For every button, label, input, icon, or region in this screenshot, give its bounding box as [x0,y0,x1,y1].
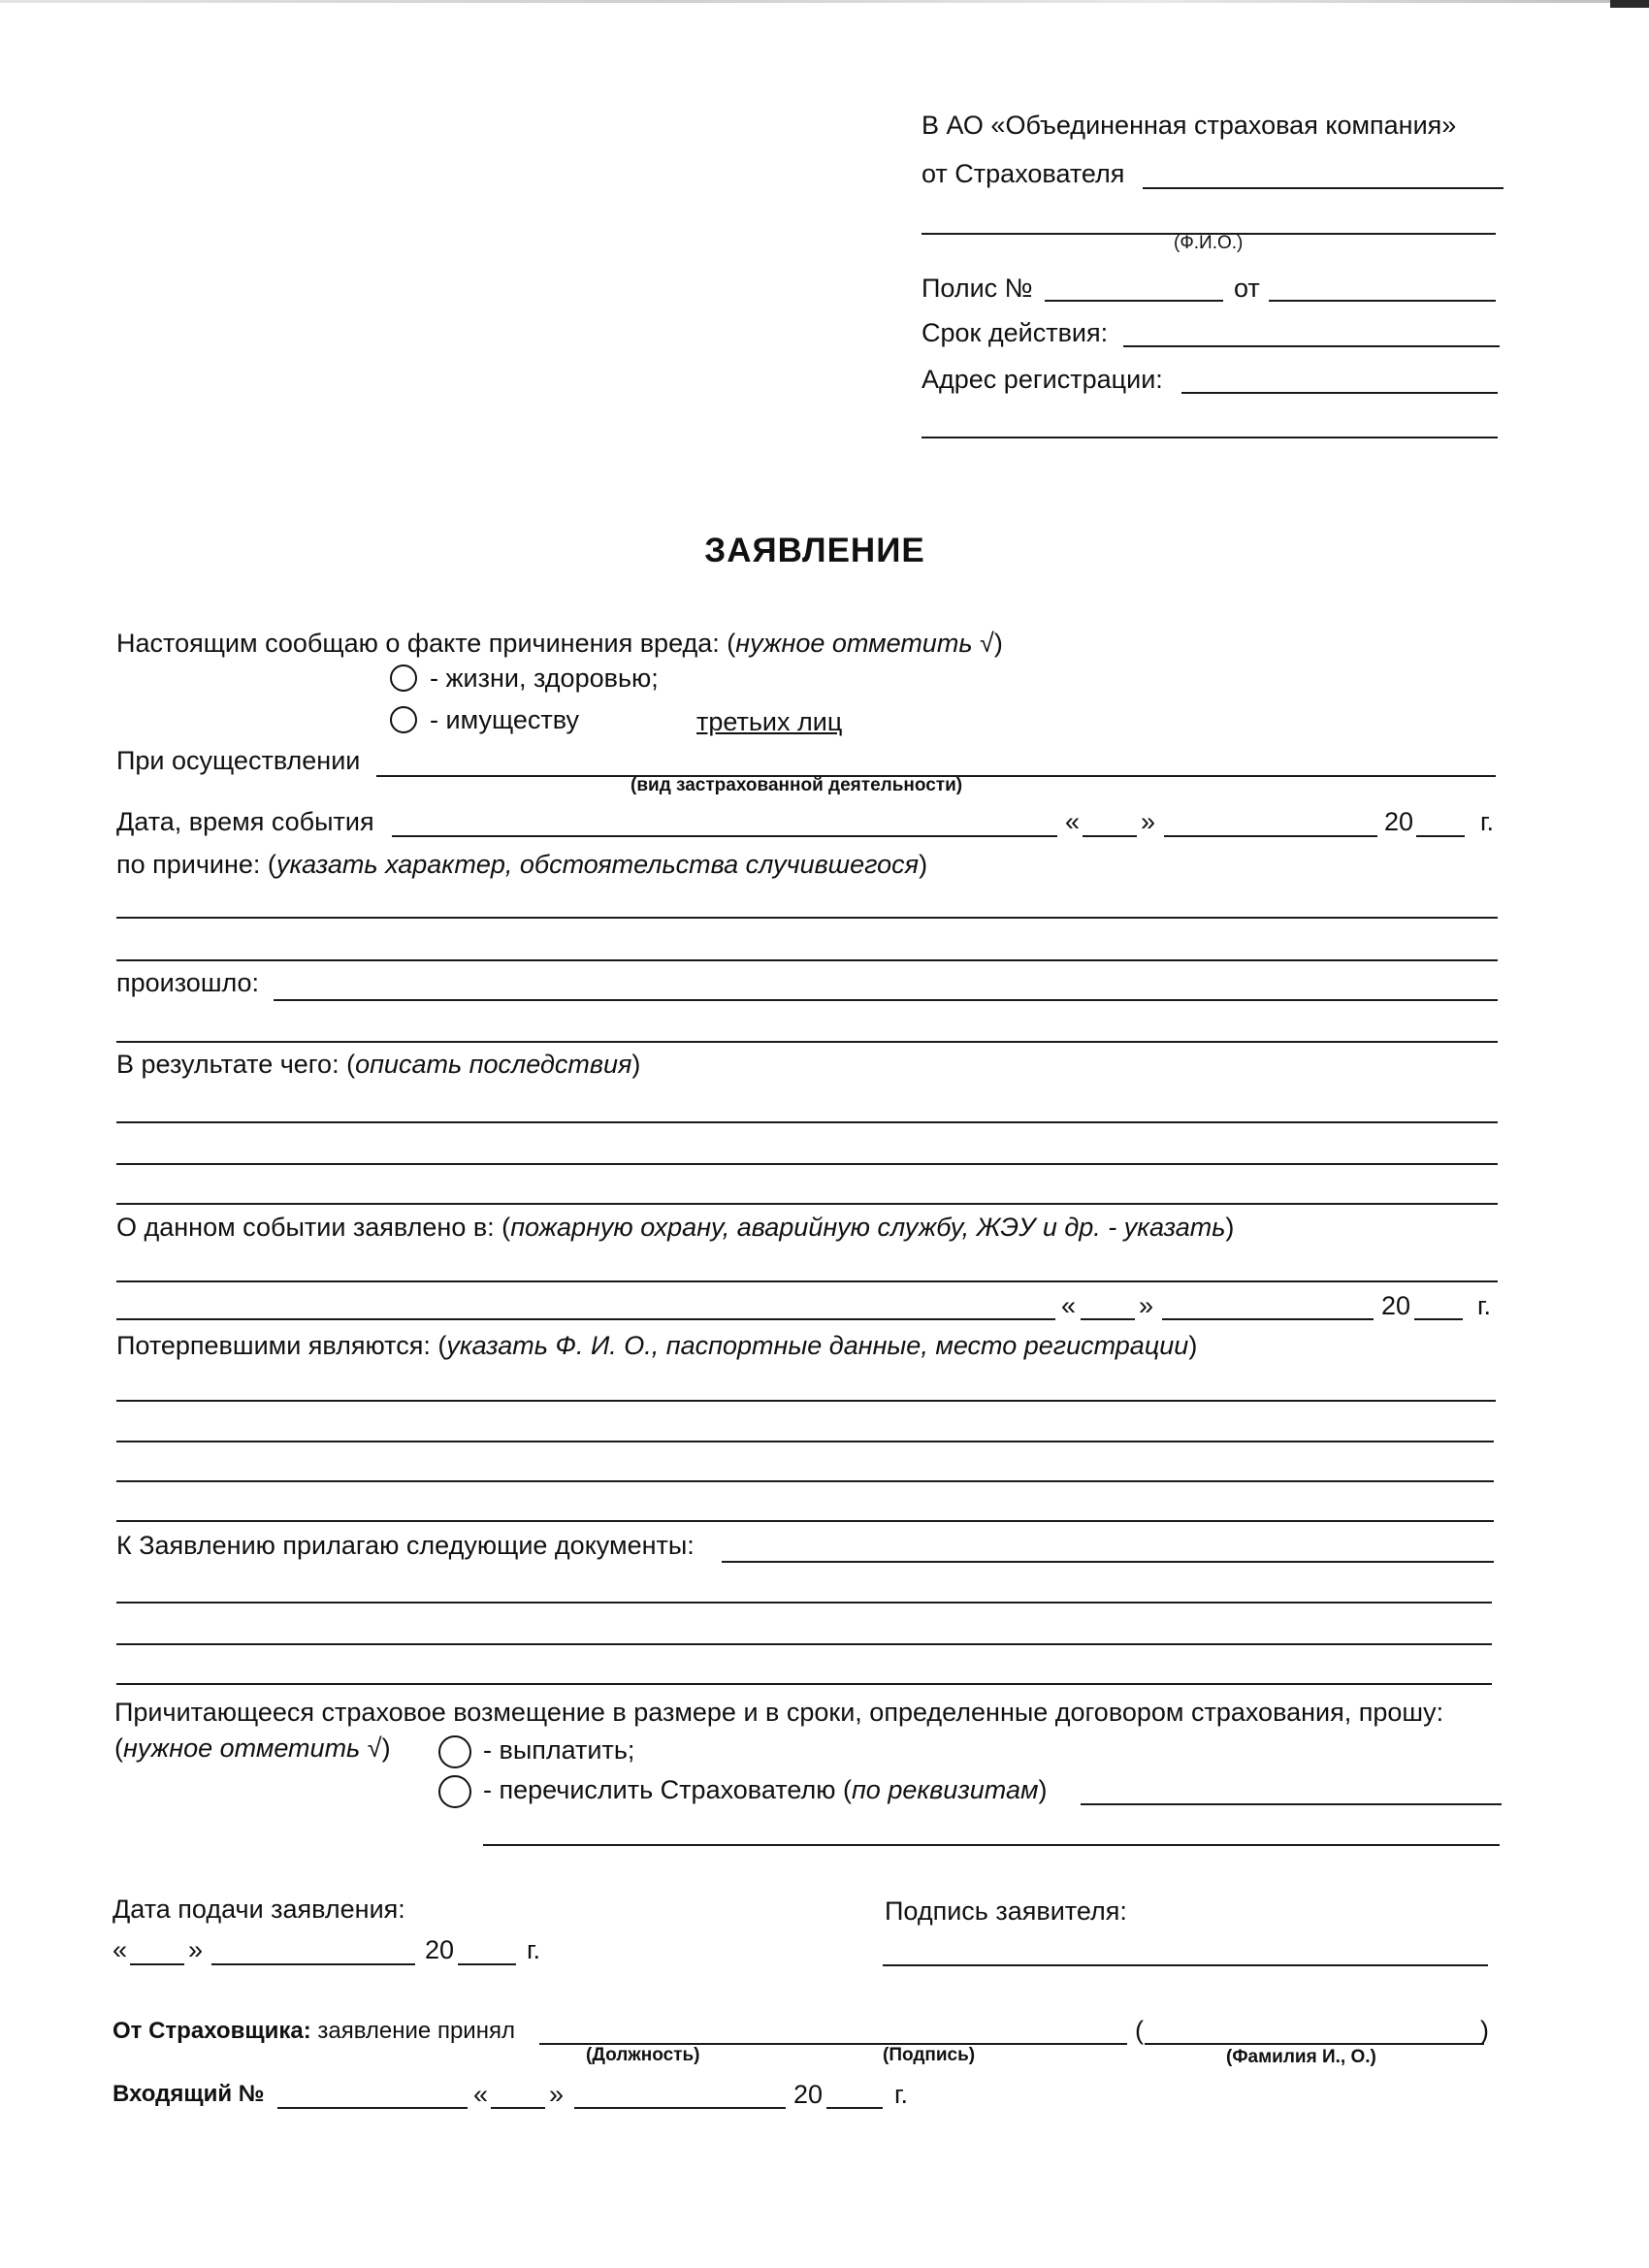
payment-transfer-radio[interactable] [438,1775,471,1808]
victims-field-2[interactable] [116,1441,1494,1442]
result-field-1[interactable] [116,1121,1498,1123]
payment-transfer-label: - перечислить Страхователю (по реквизитам) [483,1775,1048,1804]
payment-note: (нужное отметить √) [114,1733,391,1763]
payment-details-field-1[interactable] [1081,1803,1502,1805]
third-parties-text: третьих лиц [696,707,843,736]
submit-quote-open: « [113,1935,128,1964]
validity-field[interactable] [1123,345,1500,347]
submit-date-label: Дата подачи заявления: [113,1895,405,1924]
applicant-signature-field[interactable] [883,1964,1488,1966]
reported-year-suffix: г. [1477,1291,1492,1320]
payment-details-field-2[interactable] [483,1844,1500,1846]
payment-pay-radio[interactable] [438,1735,471,1768]
event-quote-close: » [1141,807,1156,836]
event-year-suffix: г. [1480,807,1495,836]
incoming-month-field[interactable] [574,2107,786,2109]
reason-field-1[interactable] [116,917,1498,919]
happened-field[interactable] [274,999,1498,1001]
documents-field-2[interactable] [116,1602,1492,1604]
signature-label: Подпись заявителя: [885,1896,1127,1926]
submit-day-field[interactable] [130,1963,184,1965]
harm-intro: Настоящим сообщаю о факте причинения вреда: (нужное отметить √) [116,629,1003,658]
policy-date-field[interactable] [1269,300,1496,302]
event-year-prefix: 20 [1384,807,1414,836]
incoming-year-field[interactable] [826,2107,883,2109]
insurer-label: От Страховщика: заявление принял [113,2018,515,2044]
reason-field-2[interactable] [116,959,1498,961]
reported-field-2[interactable] [116,1318,1055,1320]
harm-life-radio[interactable] [390,664,417,692]
incoming-label: Входящий № [113,2081,265,2107]
documents-label: К Заявлению прилагаю следующие документы: [116,1531,695,1560]
validity-label: Срок действия: [922,318,1109,347]
address-field-2[interactable] [922,437,1498,438]
incoming-year-prefix: 20 [793,2080,824,2109]
happened-label: произошло: [116,968,260,997]
submit-year-field[interactable] [458,1963,516,1965]
payment-text: Причитающееся страховое возмещение в размере и в сроки, определенные договором страхования, прошу: [114,1698,1444,1727]
event-quote-open: « [1065,807,1081,836]
victims-label: Потерпевшими являются: (указать Ф. И. О., паспортные данные, место регистрации) [116,1331,1198,1360]
event-year-field[interactable] [1416,835,1465,837]
activity-caption: (вид застрахованной деятельности) [630,775,963,795]
victims-field-3[interactable] [116,1480,1494,1482]
harm-property-label: - имуществу [430,705,579,734]
event-date-label: Дата, время события [116,807,374,836]
from-insured-label: от Страхователя [922,159,1125,188]
reported-year-field[interactable] [1414,1318,1463,1320]
documents-field-3[interactable] [116,1643,1492,1645]
document-title: ЗАЯВЛЕНИЕ [704,532,925,569]
victims-field-4[interactable] [116,1520,1494,1522]
reported-quote-open: « [1061,1291,1077,1320]
payment-pay-label: - выплатить; [483,1735,635,1765]
reported-month-field[interactable] [1162,1318,1374,1320]
incoming-quote-close: » [549,2080,565,2109]
policy-label: Полис № [922,274,1033,303]
harm-property-radio[interactable] [390,706,417,733]
addressee-line: В АО «Объединенная страховая компания» [922,111,1457,140]
policy-from-label: от [1234,274,1260,303]
name-caption: (Фамилия И., О.) [1226,2047,1376,2067]
address-field[interactable] [1181,392,1498,394]
event-day-field[interactable] [1083,835,1137,837]
result-label: В результате чего: (описать последствия) [116,1050,641,1079]
happened-field-2[interactable] [116,1041,1498,1043]
insurer-name-field[interactable] [1145,2043,1484,2045]
policy-number-field[interactable] [1045,300,1223,302]
insured-name-field[interactable] [1143,187,1504,189]
fio-caption: (Ф.И.О.) [1174,233,1244,253]
incoming-day-field[interactable] [491,2107,545,2109]
event-month-field[interactable] [1164,835,1377,837]
name-paren-open: ( [1135,2016,1144,2045]
incoming-quote-open: « [473,2080,489,2109]
reported-label: О данном событии заявлено в: (пожарную охрану, аварийную службу, ЖЭУ и др. - указать) [116,1213,1235,1242]
position-caption: (Должность) [586,2045,700,2065]
victims-field-1[interactable] [116,1400,1496,1402]
scan-edge [0,0,1649,3]
submit-year-prefix: 20 [425,1935,455,1964]
submit-year-suffix: г. [527,1935,541,1964]
activity-label: При осуществлении [116,746,361,775]
reported-field-1[interactable] [116,1280,1498,1282]
result-field-2[interactable] [116,1163,1498,1165]
submit-month-field[interactable] [211,1963,415,1965]
address-label: Адрес регистрации: [922,365,1163,394]
result-field-3[interactable] [116,1203,1498,1205]
reported-quote-close: » [1139,1291,1154,1320]
documents-field-4[interactable] [116,1683,1492,1685]
scan-corner-mark [1610,0,1649,8]
reason-label: по причине: (указать характер, обстоятельства случившегося) [116,850,928,879]
reported-year-prefix: 20 [1381,1291,1411,1320]
incoming-number-field[interactable] [277,2107,468,2109]
event-time-field[interactable] [392,835,1057,837]
harm-life-label: - жизни, здоровью; [430,664,659,693]
sign-caption: (Подпись) [883,2045,976,2065]
reported-day-field[interactable] [1081,1318,1135,1320]
submit-quote-close: » [188,1935,204,1964]
name-paren-close: ) [1480,2016,1489,2045]
incoming-year-suffix: г. [894,2080,909,2109]
documents-field-1[interactable] [722,1561,1494,1563]
